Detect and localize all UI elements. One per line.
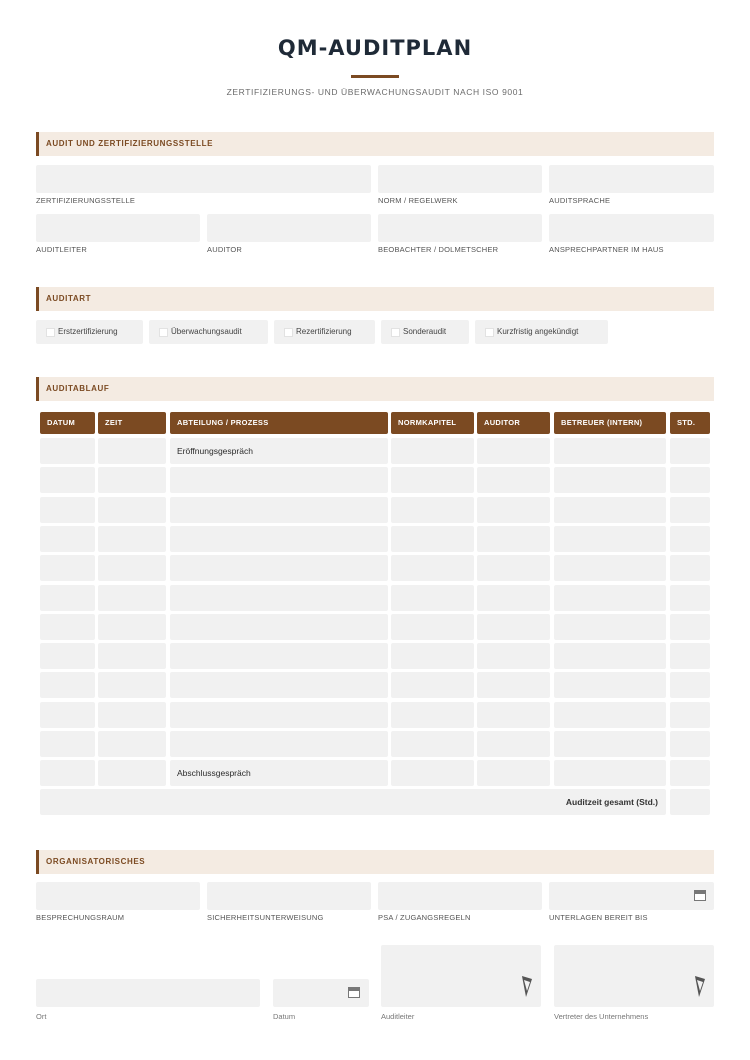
table-cell-betreuer[interactable] [554,614,666,640]
table-cell-normkapitel[interactable] [391,555,474,581]
table-cell-auditor[interactable] [477,614,550,640]
auditart-option-kurzfristig[interactable] [475,320,608,344]
table-cell-normkapitel[interactable] [391,702,474,728]
table-cell-betreuer[interactable] [554,467,666,493]
table-cell-datum[interactable] [40,555,95,581]
table-cell-abteilung[interactable] [170,731,388,757]
table-cell-betreuer[interactable] [554,643,666,669]
table-cell-zeit[interactable] [98,438,166,464]
table-cell-auditor[interactable] [477,467,550,493]
table-cell-betreuer[interactable] [554,672,666,698]
table-cell-auditor[interactable] [477,526,550,552]
table-cell-auditor[interactable] [477,585,550,611]
unterlagen-date-field[interactable] [549,882,714,910]
signature-vertreter-field[interactable] [554,945,714,1007]
option-label: Kurzfristig angekündigt [497,327,579,336]
table-cell-zeit[interactable] [98,760,166,786]
datum-field[interactable] [273,979,369,1007]
table-cell-datum[interactable] [40,731,95,757]
checkbox[interactable] [284,328,293,337]
page-title: QM-AUDITPLAN [277,36,473,60]
option-label: Rezertifizierung [296,327,352,336]
signature-vertreter-label: Vertreter des Unternehmens [554,1012,649,1021]
table-cell-auditor[interactable] [477,760,550,786]
option-label: Erstzertifizierung [58,327,118,336]
table-cell-abteilung[interactable] [170,555,388,581]
table-cell-zeit[interactable] [98,467,166,493]
auditart-option-sonderaudit[interactable] [381,320,469,344]
option-label: Überwachungsaudit [171,327,242,336]
table-cell-zeit[interactable] [98,731,166,757]
table-cell-betreuer[interactable] [554,497,666,523]
table-cell-abteilung[interactable] [170,614,388,640]
table-cell-betreuer[interactable] [554,760,666,786]
total-label: Auditzeit gesamt (Std.) [40,789,666,815]
calendar-icon[interactable] [348,987,360,998]
table-cell-betreuer[interactable] [554,555,666,581]
col-header-betreuer: BETREUER (INTERN) [554,412,666,434]
ort-label: Ort [36,1012,47,1021]
auditart-option-rezertifizierung[interactable] [274,320,375,344]
auditor-field[interactable] [207,214,371,242]
table-cell-zeit[interactable] [98,497,166,523]
table-cell-zeit[interactable] [98,555,166,581]
table-cell-zeit[interactable] [98,585,166,611]
table-cell-zeit[interactable] [98,702,166,728]
pen-icon [520,975,534,999]
auditleiter-field[interactable] [36,214,200,242]
title-divider [351,75,399,78]
table-cell-abteilung[interactable] [170,585,388,611]
table-cell-betreuer[interactable] [554,438,666,464]
table-cell-normkapitel[interactable] [391,614,474,640]
section-auditart-header: AUDITART [36,287,714,311]
beobachter-field[interactable] [378,214,542,242]
page-subtitle: ZERTIFIZIERUNGS- UND ÜBERWACHUNGSAUDIT NACH ISO 9001 [226,87,524,97]
section-audit-header: AUDIT UND ZERTIFIZIERUNGSSTELLE [36,132,714,156]
col-header-std: STD. [670,412,710,434]
ansprechpartner-field[interactable] [549,214,714,242]
table-cell-datum[interactable] [40,526,95,552]
checkbox[interactable] [46,328,55,337]
datum-label: Datum [273,1012,296,1021]
table-cell-abteilung[interactable] [170,643,388,669]
auditart-option-ueberwachungsaudit[interactable] [149,320,268,344]
besprechungsraum-label: BESPRECHUNGSRAUM [36,913,125,922]
col-header-datum: DATUM [40,412,95,434]
section-ablauf-header: AUDITABLAUF [36,377,714,401]
table-cell-std[interactable] [670,643,710,669]
table-cell-std[interactable] [670,526,710,552]
table-cell-auditor[interactable] [477,438,550,464]
table-cell-datum[interactable] [40,467,95,493]
table-cell-std[interactable] [670,614,710,640]
checkbox[interactable] [159,328,168,337]
table-cell-auditor[interactable] [477,497,550,523]
table-cell-normkapitel[interactable] [391,467,474,493]
table-cell-auditor[interactable] [477,643,550,669]
table-cell-datum[interactable] [40,585,95,611]
table-cell-abteilung[interactable] [170,467,388,493]
table-cell-auditor[interactable] [477,672,550,698]
col-header-abteilung: ABTEILUNG / PROZESS [170,412,388,434]
table-cell-datum[interactable] [40,614,95,640]
table-cell-normkapitel[interactable] [391,643,474,669]
norm-field[interactable] [378,165,542,193]
ansprechpartner-label: ANSPRECHPARTNER IM HAUS [549,245,664,254]
table-cell-std[interactable] [670,702,710,728]
auditor-label: AUDITOR [207,245,243,254]
unterlagen-label: UNTERLAGEN BEREIT BIS [549,913,648,922]
table-cell-auditor[interactable] [477,731,550,757]
table-cell-std[interactable] [670,555,710,581]
besprechungsraum-field[interactable] [36,882,200,910]
table-cell-zeit[interactable] [98,672,166,698]
psa-field[interactable] [378,882,542,910]
table-cell-datum[interactable] [40,497,95,523]
table-cell-std[interactable] [670,731,710,757]
table-cell-betreuer[interactable] [554,526,666,552]
table-cell-normkapitel[interactable] [391,585,474,611]
table-cell-zeit[interactable] [98,614,166,640]
table-cell-abteilung[interactable] [170,526,388,552]
table-cell-abteilung[interactable] [170,497,388,523]
col-header-normkapitel: NORMKAPITEL [391,412,474,434]
auditart-option-erstzertifizierung[interactable] [36,320,143,344]
auditsprache-field[interactable] [549,165,714,193]
section-org-header: ORGANISATORISCHES [36,850,714,874]
checkbox[interactable] [485,328,494,337]
norm-label: NORM / REGELWERK [378,196,458,205]
table-cell-std[interactable] [670,438,710,464]
col-header-zeit: ZEIT [98,412,166,434]
table-cell-zeit[interactable] [98,526,166,552]
table-cell-datum[interactable] [40,643,95,669]
total-hours-field[interactable] [670,789,710,815]
sicherheitsunterweisung-label: SICHERHEITSUNTERWEISUNG [207,913,324,922]
table-cell-zeit[interactable] [98,643,166,669]
calendar-icon[interactable] [694,890,706,901]
zertifizierungsstelle-label: ZERTIFIZIERUNGSSTELLE [36,196,136,205]
table-cell-std[interactable] [670,467,710,493]
table-cell-betreuer[interactable] [554,702,666,728]
zertifizierungsstelle-field[interactable] [36,165,371,193]
table-cell-abteilung[interactable]: Eröffnungsgespräch [170,438,388,464]
table-cell-abteilung[interactable] [170,702,388,728]
table-cell-betreuer[interactable] [554,731,666,757]
auditsprache-label: AUDITSPRACHE [549,196,611,205]
beobachter-label: BEOBACHTER / DOLMETSCHER [378,245,499,254]
table-cell-abteilung[interactable] [170,672,388,698]
pen-icon [693,975,707,999]
table-cell-betreuer[interactable] [554,585,666,611]
psa-label: PSA / ZUGANGSREGELN [378,913,471,922]
table-cell-auditor[interactable] [477,702,550,728]
table-cell-datum[interactable] [40,760,95,786]
auditleiter-label: AUDITLEITER [36,245,87,254]
signature-auditleiter-label: Auditleiter [381,1012,415,1021]
table-cell-abteilung[interactable]: Abschlussgespräch [170,760,388,786]
table-cell-normkapitel[interactable] [391,438,474,464]
table-cell-std[interactable] [670,497,710,523]
table-cell-normkapitel[interactable] [391,672,474,698]
table-cell-std[interactable] [670,585,710,611]
table-cell-normkapitel[interactable] [391,760,474,786]
table-cell-normkapitel[interactable] [391,731,474,757]
signature-auditleiter-field[interactable] [381,945,541,1007]
table-cell-normkapitel[interactable] [391,526,474,552]
ort-field[interactable] [36,979,260,1007]
table-cell-datum[interactable] [40,702,95,728]
table-cell-std[interactable] [670,672,710,698]
table-cell-normkapitel[interactable] [391,497,474,523]
table-cell-datum[interactable] [40,438,95,464]
checkbox[interactable] [391,328,400,337]
option-label: Sonderaudit [403,327,447,336]
table-cell-auditor[interactable] [477,555,550,581]
col-header-auditor: AUDITOR [477,412,550,434]
table-cell-std[interactable] [670,760,710,786]
sicherheitsunterweisung-field[interactable] [207,882,371,910]
table-cell-datum[interactable] [40,672,95,698]
